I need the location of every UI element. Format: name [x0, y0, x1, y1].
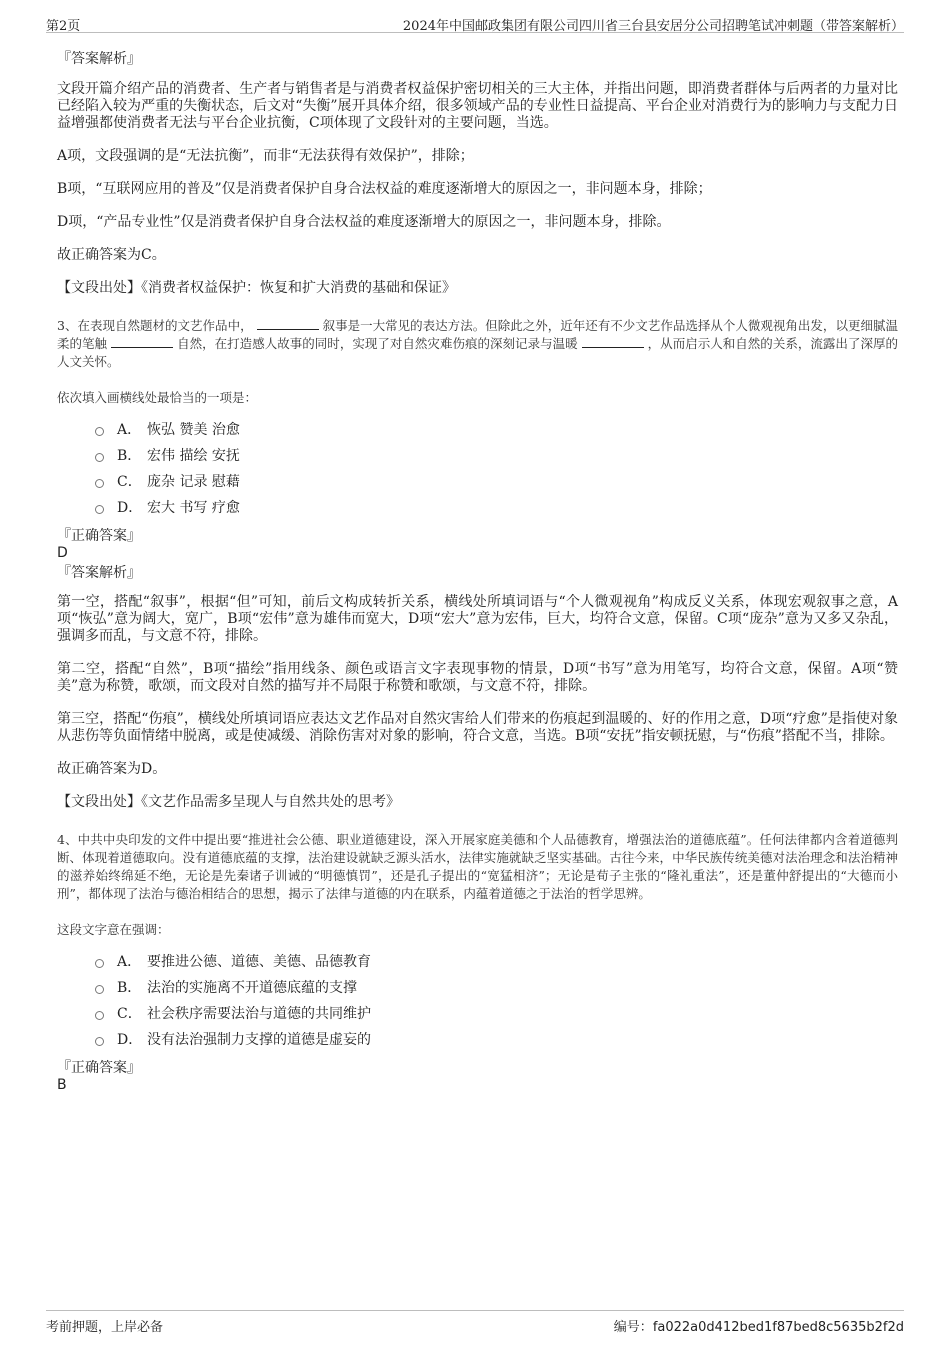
q3-answer: D [57, 545, 68, 561]
q2-note-b: B项，“互联网应用的普及”仅是消费者保护自身合法权益的难度逐渐增大的原因之一，非问题本身，排除； [57, 181, 712, 197]
q3-prompt: 依次填入画横线处最恰当的一项是： [57, 390, 258, 405]
radio-icon[interactable] [95, 505, 104, 514]
document-title: 2024年中国邮政集团有限公司四川省三台县安居分公司招聘笔试冲刺题（带答案解析） [402, 19, 904, 34]
q3-source: 【文段出处】《文艺作品需多呈现人与自然共处的思考》 [57, 794, 400, 810]
q3-analysis-2: 第二空，搭配“自然”，B项“描绘”指用线条、颜色或语言文字表现事物的情景，D项“书写”意为用笔写，均符合文意，保留。A项“赞美”意为称赞，歌颂，而文段对自然的描写并不局限于称赞和歌颂，与文意不符，排除。 [57, 661, 898, 694]
q3-analysis-1: 第一空，搭配“叙事”，根据“但”可知，前后文构成转折关系，横线处所填词语与“个人微观视角”构成反义关系，体现宏观叙事之意，A项“恢弘”意为阔大，宽广，B项“宏伟”意为雄伟而宽大，D项“宏大”意为宏伟，巨大，均符合文意，保留。C项“庞杂”意为又多又杂乱，强调多而乱，与文意不符，排除。 [57, 594, 898, 644]
document-code: 编号：fa022a0d412bed1f87bed8c5635b2f2d [613, 1320, 904, 1335]
q3-option-c[interactable]: C． 庞杂 记录 慰藉 [95, 473, 898, 499]
blank-line [582, 335, 644, 348]
q2-analysis: 文段开篇介绍产品的消费者、生产者与销售者是与消费者权益保护密切相关的三大主体，并指出问题，即消费者群体与后两者的力量对比已经陷入较为严重的失衡状态，后文对“失衡”展开具体介绍，很多领域产品的专业性日益提高、平台企业对消费行为的影响力与支配力日益增强都使消费者无法与平台企业抗衡，C项体现了文段针对的主要问题，当选。 [57, 81, 898, 131]
q4-option-a[interactable]: A． 要推进公德、道德、美德、品德教育 [95, 953, 898, 979]
q3-conclusion: 故正确答案为D。 [57, 761, 167, 777]
q3-analysis-label: 『答案解析』 [57, 565, 141, 581]
q3-option-a[interactable]: A． 恢弘 赞美 治愈 [95, 421, 898, 447]
q4-option-c[interactable]: C． 社会秩序需要法治与道德的共同维护 [95, 1005, 898, 1031]
footer-slogan: 考前押题，上岸必备 [46, 1320, 164, 1335]
q2-source: 【文段出处】《消费者权益保护：恢复和扩大消费的基础和保证》 [57, 280, 456, 296]
q2-note-a: A项，文段强调的是“无法抗衡”，而非“无法获得有效保护”，排除； [57, 148, 474, 164]
radio-icon[interactable] [95, 479, 104, 488]
q3-option-d[interactable]: D． 宏大 书写 疗愈 [95, 499, 898, 525]
q4-options [57, 953, 898, 1057]
q2-analysis-label: 『答案解析』 [57, 51, 141, 67]
radio-icon[interactable] [95, 1011, 104, 1020]
q3-option-b[interactable]: B． 宏伟 描绘 安抚 [95, 447, 898, 473]
radio-icon[interactable] [95, 985, 104, 994]
q4-question-text: 4、中共中央印发的文件中提出要“推进社会公德、职业道德建设，深入开展家庭美德和个人品德教育，增强法治的道德底蕴”。任何法律都内含着道德判断、体现着道德取向。没有道德底蕴的支撑，法治建设就缺乏源头活水，法律实施就缺乏坚实基础。古往今来，中华民族传统美德对法治理念和法治精神的滋养始终绵延不绝，无论是先秦诸子训诫的“明德慎罚”，还是孔子提出的“宽猛相济”；无论是荀子主张的“隆礼重法”，还是董仲舒提出的“大德而小刑”，都体现了法治与德治相结合的思想，揭示了法律与道德的内在联系，内蕴着道德之于法治的哲学思辨。 [57, 832, 898, 901]
page-header [46, 10, 904, 33]
q4-prompt: 这段文字意在强调： [57, 922, 170, 937]
blank-line [111, 335, 173, 348]
page-content [57, 50, 898, 1094]
page-footer [46, 1310, 904, 1341]
q2-conclusion: 故正确答案为C。 [57, 247, 166, 263]
page-number: 第2页 [46, 19, 81, 34]
radio-icon[interactable] [95, 427, 104, 436]
blank-line [257, 317, 319, 330]
q3-answer-label: 『正确答案』 [57, 528, 141, 544]
q3-analysis-3: 第三空，搭配“伤痕”，横线处所填词语应表达文艺作品对自然灾害给人们带来的伤痕起到温暖的、好的作用之意，D项“疗愈”是指使对象从悲伤等负面情绪中脱离，或是使减缓、消除伤害对对象的影响，符合文意，当选。B项“安抚”指安顿抚慰，与“伤痕”搭配不当，排除。 [57, 711, 898, 744]
q4-answer-label: 『正确答案』 [57, 1060, 141, 1076]
q3-question-text: 3、在表现自然题材的文艺作品中， 叙事是一大常见的表达方法。但除此之外，近年还有不少文艺作品选择从个人微观视角出发，以更细腻温柔的笔触 自然，在打造感人故事的同时，实现了对自然灾难伤痕的深刻记录与温暖 ，从而启示人和自然的关系，流露出了深厚的人文关怀。 [57, 318, 898, 369]
q3-options [57, 421, 898, 525]
q2-note-d: D项，“产品专业性”仅是消费者保护自身合法权益的难度逐渐增大的原因之一，非问题本身，排除。 [57, 214, 671, 230]
q4-answer: B [57, 1077, 67, 1093]
q4-option-b[interactable]: B． 法治的实施离不开道德底蕴的支撑 [95, 979, 898, 1005]
radio-icon[interactable] [95, 1037, 104, 1046]
radio-icon[interactable] [95, 959, 104, 968]
q4-option-d[interactable]: D． 没有法治强制力支撑的道德是虚妄的 [95, 1031, 898, 1057]
radio-icon[interactable] [95, 453, 104, 462]
